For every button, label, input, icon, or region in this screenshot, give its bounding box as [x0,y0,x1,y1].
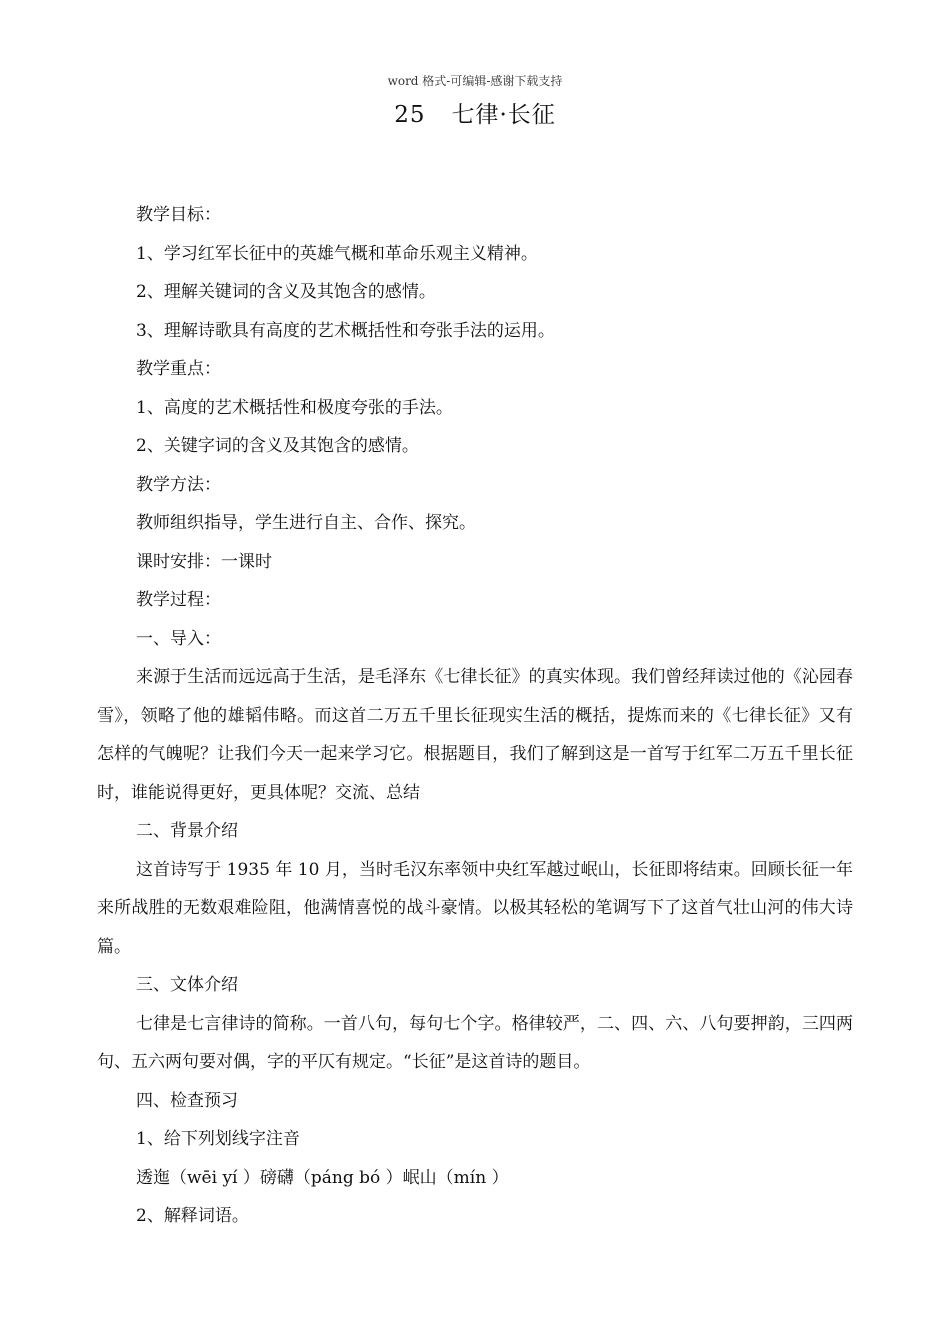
lesson-number: 25 [394,102,426,128]
item-1: 1、给下列划线字注音 [136,1129,300,1149]
page-title [0,96,950,129]
method-text: 教师组织指导，学生进行自主、合作、探究。 [136,513,476,533]
section-2-text: 这首诗写于 1935 年 10 月，当时毛汉东率领中央红军越过岷山，长征即将结束。回顾长征一年来所战胜的无数艰难险阻，他满情喜悦的战斗豪情。以极其轻松的笔调写下了这首气壮山河的伟大诗篇。 [97,859,853,957]
method-heading: 教学方法： [136,474,221,495]
goals-heading: 教学目标： [136,205,221,225]
document-body [97,196,853,1236]
item-2: 2、解释词语。 [136,1206,249,1226]
pinyin-line: 透迤（wēi yí ）磅礴（páng bó ）岷山（mín ） [136,1167,509,1188]
section-1-heading: 一、导入： [136,628,221,649]
goal-2: 2、理解关键词的含义及其饱含的感情。 [136,282,436,302]
focus-2: 2、关键字词的含义及其饱含的感情。 [136,436,419,456]
section-3-text: 七律是七言律诗的简称。一首八句，每句七个字。格律较严，二、四、六、八句要押韵，三四两句、五六两句要对偶，字的平仄有规定。“长征”是这首诗的题目。 [97,1013,853,1072]
goal-1: 1、学习红军长征中的英雄气概和革命乐观主义精神。 [136,243,538,264]
section-2-heading: 二、背景介绍 [136,821,238,841]
header-note: word 格式-可编辑-感谢下载支持 [387,74,563,88]
process-heading: 教学过程： [136,590,221,610]
section-3-heading: 三、文体介绍 [136,975,238,995]
section-4-heading: 四、检查预习 [136,1090,238,1111]
focus-1: 1、高度的艺术概括性和极度夸张的手法。 [136,397,453,418]
section-1-text: 来源于生活而远远高于生活，是毛泽东《七律长征》的真实体现。我们曾经拜读过他的《沁园春雪》，领略了他的雄韬伟略。而这首二万五千里长征现实生活的概括，提炼而来的《七律长征》又有怎样的气魄呢？让我们今天一起来学习它。根据题目，我们了解到这是一首写于红军二万五千里长征时，谁能说得更好，更具体呢？交流、总结 [97,667,853,803]
goal-3: 3、理解诗歌具有高度的艺术概括性和夸张手法的运用。 [136,320,555,341]
focus-heading: 教学重点： [136,359,221,379]
schedule: 课时安排：一课时 [136,551,272,572]
lesson-title: 七律·长征 [451,102,556,128]
